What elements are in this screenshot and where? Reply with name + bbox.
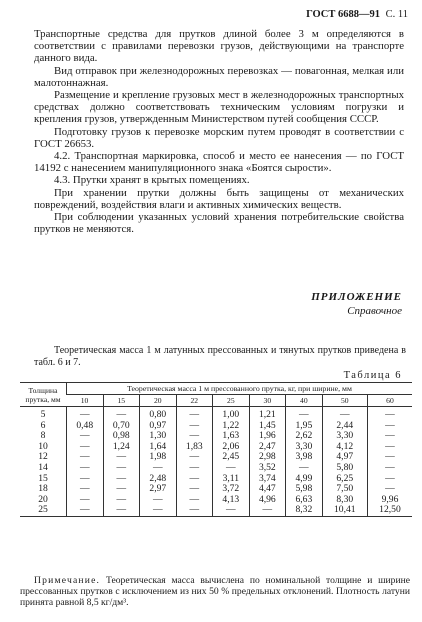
note-text: Теоретическая масса вычислена по номинальной толщине и ширине прессованных прутков с исключением из них 50 % предельных отклонений. Плотность латуни принята равной 8,5 кг/дм³. xyxy=(20,575,410,608)
table-row xyxy=(20,431,412,442)
width-header-cell: 22 xyxy=(176,395,213,407)
mass-cell: 3,98 xyxy=(286,452,323,463)
mass-cell: — xyxy=(140,505,177,516)
mass-cell: — xyxy=(176,421,213,432)
mass-cell: — xyxy=(213,505,250,516)
mass-cell: — xyxy=(176,407,213,421)
mass-cell: 0,97 xyxy=(140,421,177,432)
appendix-subtitle: Справочное xyxy=(347,305,402,317)
mass-cell: 2,44 xyxy=(322,421,367,432)
table-intro: Теоретическая масса 1 м латунных прессованных и тянутых прутков приведена в табл. 6 и 7. xyxy=(34,345,406,368)
mass-cell: — xyxy=(367,431,412,442)
mass-cell: 4,47 xyxy=(249,484,286,495)
standard-number: ГОСТ 6688—91 xyxy=(306,9,380,20)
mass-cell: — xyxy=(67,452,104,463)
mass-cell: — xyxy=(140,463,177,474)
width-header-cell: 30 xyxy=(249,395,286,407)
mass-cell: 1,95 xyxy=(286,421,323,432)
mass-cell: 4,96 xyxy=(249,495,286,506)
thickness-cell: 14 xyxy=(38,461,48,473)
mass-cell: — xyxy=(367,474,412,485)
paragraph: Размещение и крепление грузовых мест в железнодорожных транспортных средствах должно соответствовать техническим условиям погрузки и крепления грузов, утвержденным Министерством путей сообщения СССР. xyxy=(34,89,404,126)
paragraph: Подготовку грузов к перевозке морским путем проводят в соответствии с ГОСТ 26653. xyxy=(34,125,404,150)
mass-cell: 2,97 xyxy=(140,484,177,495)
mass-cell: 1,22 xyxy=(213,421,250,432)
mass-cell: — xyxy=(103,474,140,485)
mass-cell: 1,21 xyxy=(249,407,286,421)
paragraph: Транспортные средства для прутков длиной более 3 м определяются в соответствии с правилами перевозки грузов, действующими на транспорте данного вида. xyxy=(34,28,404,65)
mass-cell: 9,96 xyxy=(367,495,412,506)
mass-cell: — xyxy=(367,484,412,495)
mass-cell: 0,80 xyxy=(140,407,177,421)
mass-cell: 0,70 xyxy=(103,421,140,432)
width-header-cell: 40 xyxy=(286,395,323,407)
thickness-cell: 8 xyxy=(40,430,46,442)
paragraph: При соблюдении указанных условий хранения потребительские свойства прутков не меняются. xyxy=(34,211,404,236)
mass-cell: 6,63 xyxy=(286,495,323,506)
mass-cell: 5,80 xyxy=(322,463,367,474)
table-row xyxy=(20,452,412,463)
mass-cell: 2,45 xyxy=(213,452,250,463)
mass-cell: 2,48 xyxy=(140,474,177,485)
thickness-cell: 25 xyxy=(38,504,48,516)
mass-cell: — xyxy=(67,474,104,485)
thickness-cell: 18 xyxy=(38,483,48,495)
mass-cell: 1,30 xyxy=(140,431,177,442)
mass-cell: 2,62 xyxy=(286,431,323,442)
mass-cell: — xyxy=(67,484,104,495)
mass-cell: — xyxy=(367,407,412,421)
body-text xyxy=(34,28,404,235)
mass-cell: 1,45 xyxy=(249,421,286,432)
mass-cell: — xyxy=(286,463,323,474)
mass-cell: — xyxy=(176,463,213,474)
thickness-cell: 5 xyxy=(40,409,46,420)
page-header xyxy=(306,9,408,20)
mass-cell: — xyxy=(67,495,104,506)
mass-cell: 1,96 xyxy=(249,431,286,442)
paragraph: Вид отправок при железнодорожных перевозках — повагонная, мелкая или малотоннажная. xyxy=(34,64,404,89)
table-row xyxy=(20,463,412,474)
mass-cell: 3,72 xyxy=(213,484,250,495)
mass-cell: — xyxy=(367,442,412,453)
table-row xyxy=(20,421,412,432)
mass-cell: — xyxy=(213,463,250,474)
appendix-title: ПРИЛОЖЕНИЕ xyxy=(311,291,402,303)
mass-cell: 3,11 xyxy=(213,474,250,485)
mass-cell: — xyxy=(176,431,213,442)
mass-cell: — xyxy=(103,495,140,506)
width-header-cell: 25 xyxy=(213,395,250,407)
mass-cell: 4,13 xyxy=(213,495,250,506)
mass-cell: — xyxy=(67,505,104,516)
paragraph: При хранении прутки должны быть защищены от механических повреждений, воздействия влаги и активных химических веществ. xyxy=(34,186,404,211)
thickness-cell: 20 xyxy=(38,493,48,505)
thickness-cell: 6 xyxy=(40,419,46,431)
mass-cell: 2,06 xyxy=(213,442,250,453)
mass-cell: 6,25 xyxy=(322,474,367,485)
mass-cell: — xyxy=(367,421,412,432)
paragraph: 4.3. Прутки хранят в крытых помещениях. xyxy=(54,174,250,187)
mass-cell: 3,52 xyxy=(249,463,286,474)
mass-cell: — xyxy=(176,474,213,485)
table-row xyxy=(20,484,412,495)
mass-cell: — xyxy=(367,452,412,463)
table-row xyxy=(20,505,412,516)
mass-cell: 4,97 xyxy=(322,452,367,463)
mass-cell: — xyxy=(140,495,177,506)
mass-cell: — xyxy=(176,505,213,516)
table-caption: Таблица 6 xyxy=(343,370,402,381)
mass-cell: — xyxy=(103,452,140,463)
mass-cell: 4,99 xyxy=(286,474,323,485)
paragraph: 4.2. Транспортная маркировка, способ и место ее нанесения — по ГОСТ 14192 с нанесением манипуляционного знака «Боятся сырости». xyxy=(34,150,404,175)
group-header: Теоретическая масса 1 м прессованного прутка, кг, при ширине, мм xyxy=(67,383,413,395)
mass-cell: 1,24 xyxy=(103,442,140,453)
mass-cell: 2,47 xyxy=(249,442,286,453)
width-header-cell: 10 xyxy=(67,395,104,407)
mass-cell: 5,98 xyxy=(286,484,323,495)
mass-cell: 8,30 xyxy=(322,495,367,506)
mass-cell: — xyxy=(103,407,140,421)
note-label: Примечание. xyxy=(34,575,101,586)
table-note xyxy=(20,575,410,608)
mass-cell: — xyxy=(176,452,213,463)
mass-cell: 1,83 xyxy=(176,442,213,453)
mass-cell: 2,98 xyxy=(249,452,286,463)
mass-cell: 1,98 xyxy=(140,452,177,463)
mass-cell: — xyxy=(249,505,286,516)
mass-cell: 8,32 xyxy=(286,505,323,516)
page-number: С. 11 xyxy=(385,9,408,20)
width-header-cell: 60 xyxy=(367,395,412,407)
width-header-cell: 50 xyxy=(322,395,367,407)
mass-cell: 3,30 xyxy=(322,431,367,442)
width-header-cell: 20 xyxy=(140,395,177,407)
mass-cell: — xyxy=(176,484,213,495)
mass-cell: — xyxy=(286,407,323,421)
thickness-cell: 15 xyxy=(38,472,48,484)
mass-cell: 4,12 xyxy=(322,442,367,453)
mass-cell: 12,50 xyxy=(367,505,412,516)
mass-cell: — xyxy=(103,463,140,474)
thickness-cell: 12 xyxy=(38,451,48,463)
mass-cell: 0,48 xyxy=(67,421,104,432)
thickness-cell: 10 xyxy=(38,440,48,452)
mass-cell: 1,64 xyxy=(140,442,177,453)
mass-cell: 1,63 xyxy=(213,431,250,442)
mass-cell: 1,00 xyxy=(213,407,250,421)
thickness-header: Толщина прутка, мм xyxy=(20,383,67,407)
mass-cell: — xyxy=(176,495,213,506)
mass-cell: 0,98 xyxy=(103,431,140,442)
table-row xyxy=(20,474,412,485)
mass-table xyxy=(20,382,412,517)
width-header-cell: 15 xyxy=(103,395,140,407)
mass-cell: 3,74 xyxy=(249,474,286,485)
mass-cell: 10,41 xyxy=(322,505,367,516)
mass-cell: — xyxy=(67,407,104,421)
mass-cell: — xyxy=(67,442,104,453)
mass-cell: — xyxy=(103,484,140,495)
mass-cell: 3,30 xyxy=(286,442,323,453)
table-row xyxy=(20,407,412,421)
mass-cell: — xyxy=(367,463,412,474)
mass-cell: 7,50 xyxy=(322,484,367,495)
appendix-heading xyxy=(311,290,402,318)
mass-cell: — xyxy=(67,431,104,442)
mass-cell: — xyxy=(103,505,140,516)
mass-cell: — xyxy=(67,463,104,474)
table-row xyxy=(20,442,412,453)
mass-cell: — xyxy=(322,407,367,421)
